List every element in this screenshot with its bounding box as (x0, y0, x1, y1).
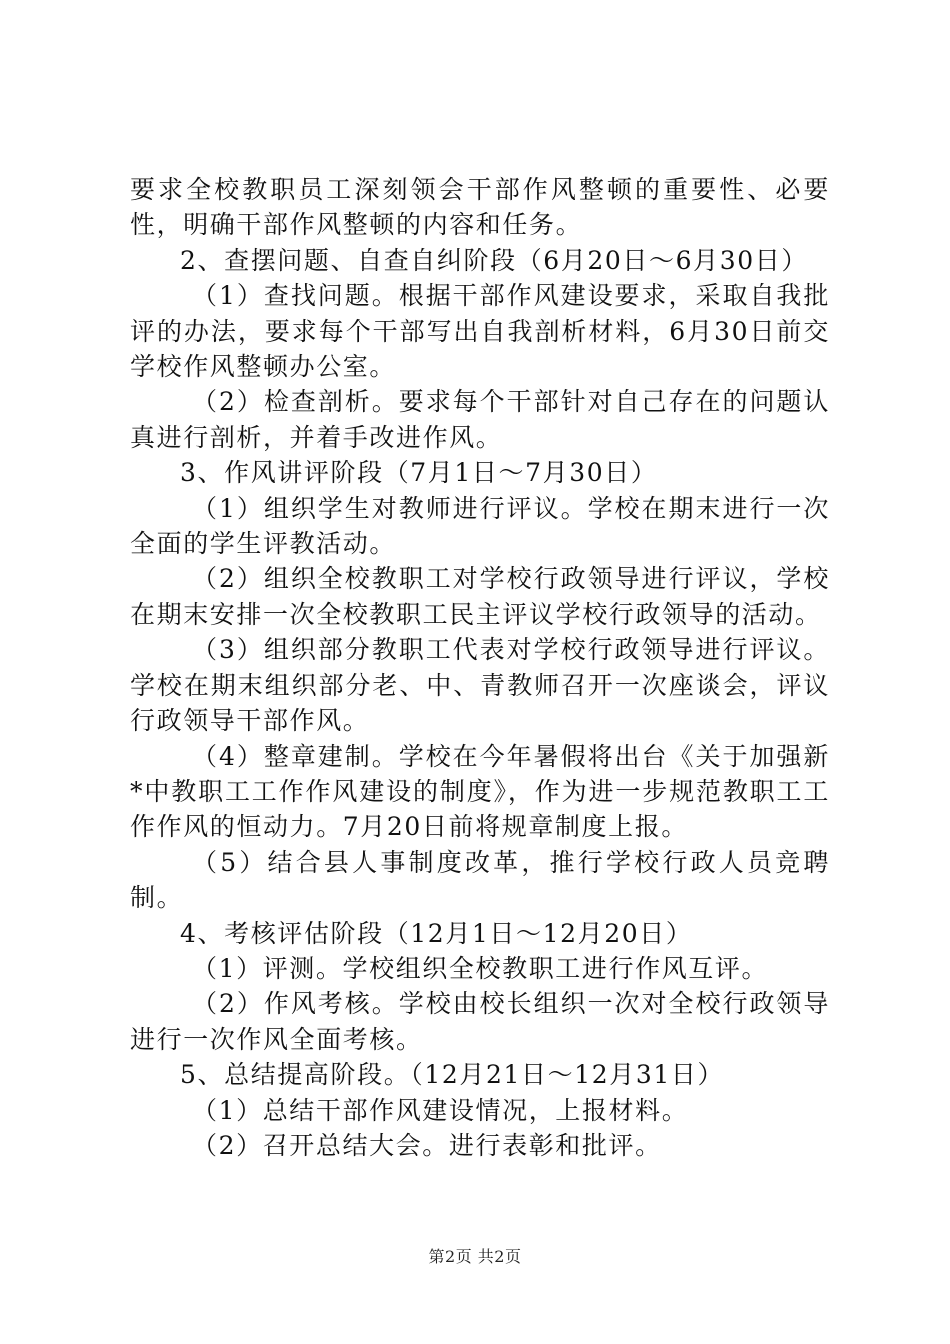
document-body (130, 172, 830, 1163)
stage-2-heading: 2、查摆问题、自查自纠阶段（6月20日～6月30日） (180, 245, 808, 275)
stage-4-heading: 4、考核评估阶段（12月1日～12月20日） (180, 918, 693, 948)
page-number-label: 第2页 共2页 (428, 1247, 522, 1266)
page-footer (0, 1244, 950, 1267)
stage-3-item-1: （1）组织学生对教师进行评议。学校在期末进行一次全面的学生评教活动。 (130, 493, 830, 559)
stage-5-item-2: （2）召开总结大会。进行表彰和批评。 (192, 1130, 662, 1160)
paragraph-1: 要求全校教职员工深刻领会干部作风整顿的重要性、必要性，明确干部作风整顿的内容和任务。 (130, 175, 830, 240)
stage-3-item-4: （4）整章建制。学校在今年暑假将出台《关于加强新*中教职工工作作风建设的制度》，作为进一步规范教职工工作作风的恒动力。7月20日前将规章制度上报。 (130, 741, 830, 842)
stage-5-heading: 5、总结提高阶段。（12月21日～12月31日） (180, 1060, 725, 1090)
stage-2-item-2: （2）检查剖析。要求每个干部针对自己存在的问题认真进行剖析，并着手改进作风。 (130, 387, 830, 452)
stage-2-item-1: （1）查找问题。根据干部作风建设要求，采取自我批评的办法，要求每个干部写出自我剖析材料，6月30日前交学校作风整顿办公室。 (130, 281, 830, 382)
stage-4-item-1: （1）评测。学校组织全校教职工进行作风互评。 (192, 953, 769, 983)
stage-3-item-5: （5）结合县人事制度改革，推行学校行政人员竞聘制。 (130, 847, 830, 913)
stage-3-item-2: （2）组织全校教职工对学校行政领导进行评议，学校在期末安排一次全校教职工民主评议学校行政领导的活动。 (130, 564, 830, 629)
stage-5-item-1: （1）总结干部作风建设情况，上报材料。 (192, 1095, 689, 1125)
stage-4-item-2: （2）作风考核。学校由校长组织一次对全校行政领导进行一次作风全面考核。 (130, 989, 830, 1054)
stage-3-item-3: （3）组织部分教职工代表对学校行政领导进行评议。学校在期末组织部分老、中、青教师召开一次座谈会，评议行政领导干部作风。 (130, 635, 830, 736)
stage-3-heading: 3、作风讲评阶段（7月1日～7月30日） (180, 458, 658, 488)
